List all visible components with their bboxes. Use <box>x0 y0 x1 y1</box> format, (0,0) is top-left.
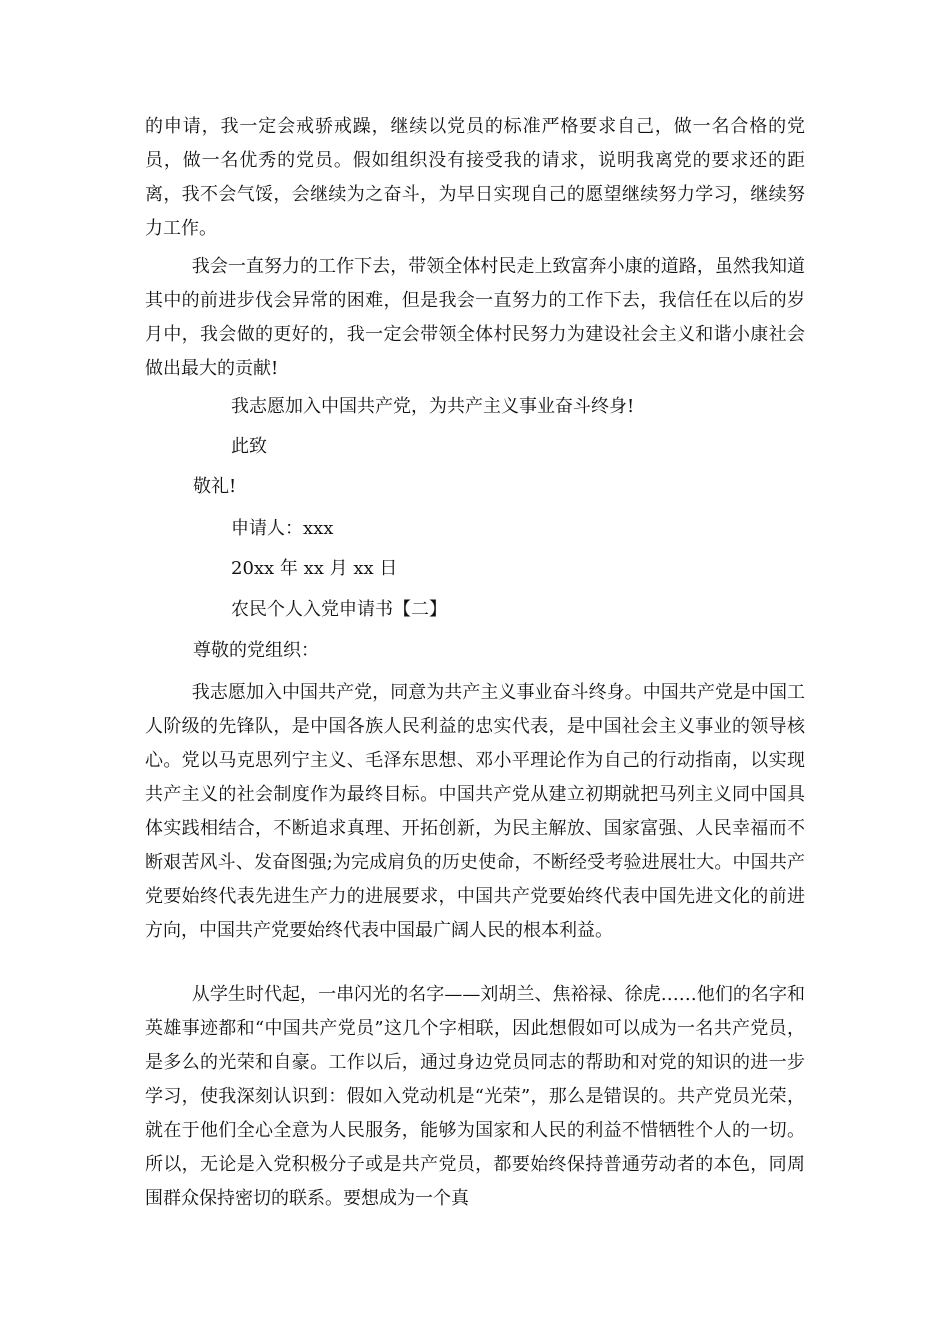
section-title: 农民个人入党申请书【二】 <box>231 599 447 620</box>
application-date: 20xx 年 xx 月 xx 日 <box>231 558 398 579</box>
applicant-signature: 申请人：xxx <box>231 518 334 539</box>
paragraph-work-commitment: 我会一直努力的工作下去，带领全体村民走上致富奔小康的道路，虽然我知道其中的前进步伐会异常的困难，但是我会一直努力的工作下去，我信任在以后的岁月中，我会做的更好的，我一定会带领全体村民努力为建设社会主义和谐小康社会做出最大的贡献! <box>145 256 805 379</box>
salutation: 尊敬的党组织： <box>193 640 319 661</box>
paragraph-motivation: 从学生时代起，一串闪光的名字——刘胡兰、焦裕禄、徐虎……他们的名字和英雄事迹都和“中国共产党员”这几个字相联，因此想假如可以成为一名共产党员，是多么的光荣和自豪。工作以后，通过身边党员同志的帮助和对党的知识的进一步学习，使我深刻认识到：假如入党动机是“光荣”，那么是错误的。共产党员光荣，就在于他们全心全意为人民服务，能够为国家和人民的利益不惜牺牲个人的一切。所以，无论是入党积极分子或是共产党员，都要始终保持普通劳动者的本色，同周围群众保持密切的联系。要想成为一个真 <box>145 984 805 1209</box>
closing-salute: 敬礼! <box>193 476 237 497</box>
paragraph-pledge: 我志愿加入中国共产党，为共产主义事业奋斗终身! <box>231 396 635 417</box>
paragraph-continuation: 的申请，我一定会戒骄戒躁，继续以党员的标准严格要求自己，做一名合格的党员，做一名优秀的党员。假如组织没有接受我的请求，说明我离党的要求还的距离，我不会气馁，会继续为之奋斗，为早日实现自己的愿望继续努力学习，继续努力工作。 <box>145 116 805 239</box>
closing-greeting: 此致 <box>231 436 267 457</box>
paragraph-party-introduction: 我志愿加入中国共产党，同意为共产主义事业奋斗终身。中国共产党是中国工人阶级的先锋队，是中国各族人民利益的忠实代表，是中国社会主义事业的领导核心。党以马克思列宁主义、毛泽东思想、邓小平理论作为自己的行动指南，以实现共产主义的社会制度作为最终目标。中国共产党从建立初期就把马列主义同中国具体实践相结合，不断追求真理、开拓创新，为民主解放、国家富强、人民幸福而不断艰苦风斗、发奋图强;为完成肩负的历史使命，不断经受考验进展壮大。中国共产党要始终代表先进生产力的进展要求，中国共产党要始终代表中国先进文化的前进方向，中国共产党要始终代表中国最广阔人民的根本利益。 <box>145 682 805 941</box>
